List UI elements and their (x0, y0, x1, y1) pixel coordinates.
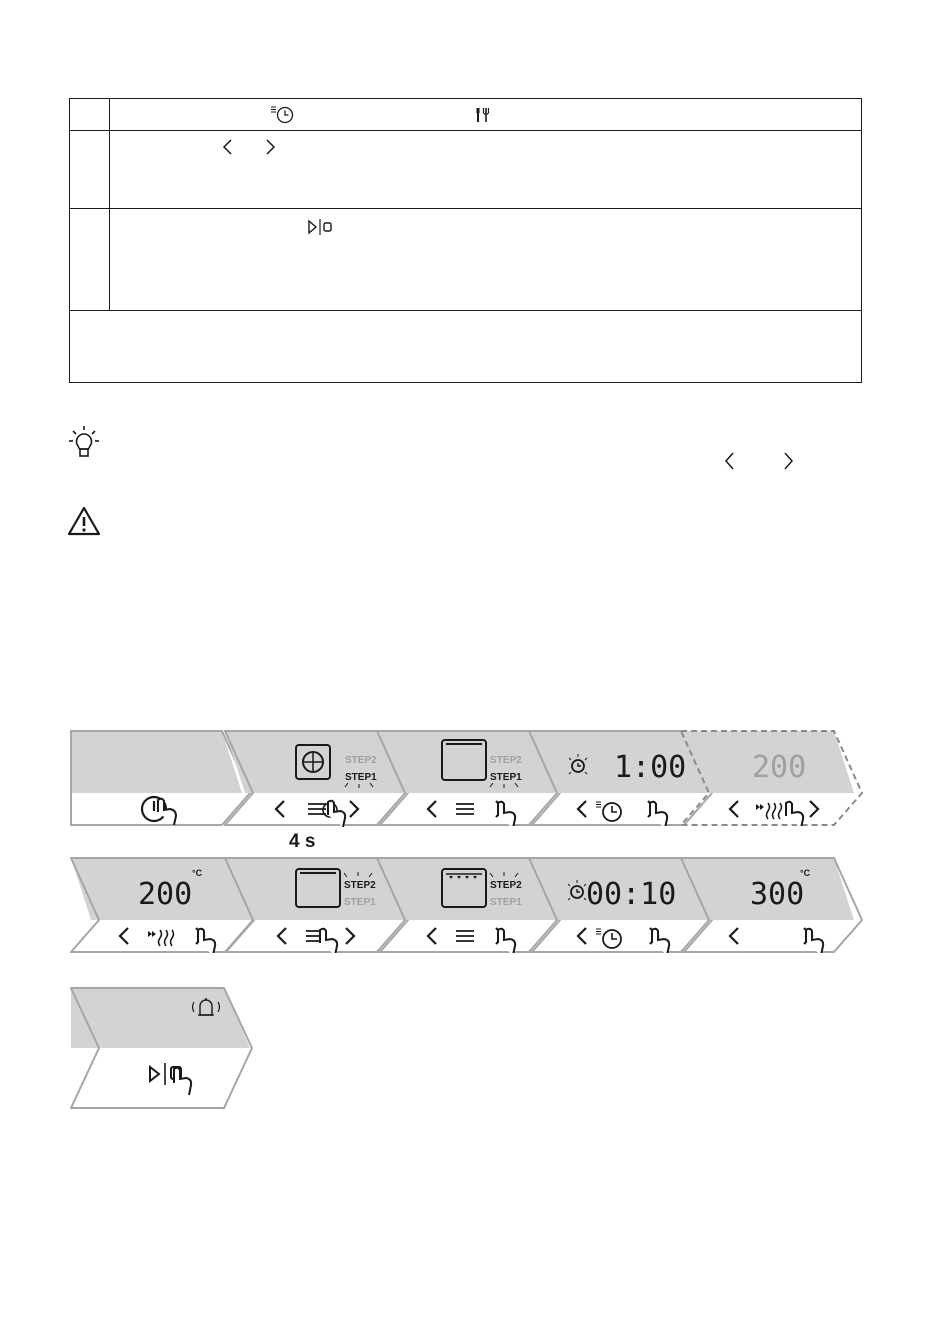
step2-label: STEP2 (490, 755, 522, 766)
chevron-left-icon (722, 450, 738, 472)
fast-heat-touch-icon (756, 802, 803, 826)
start-stop-icon (306, 218, 336, 236)
start-stop-touch-icon (150, 1063, 191, 1095)
chevron-right-touch-icon (648, 801, 667, 826)
chevron-right-touch-icon (804, 928, 823, 953)
temperature-display: 200 (138, 877, 193, 912)
menu-icon (456, 931, 474, 941)
chevron-right-icon (350, 801, 358, 817)
chevron-left-icon (428, 928, 436, 944)
temperature-display: 200 (752, 750, 807, 785)
chevron-left-icon (276, 801, 284, 817)
timer-menu-icon (596, 802, 621, 821)
chevron-right-touch-icon (196, 928, 215, 953)
step-number-cell (70, 208, 110, 310)
sequence-step-start (70, 987, 254, 1111)
temperature-display: 300 (750, 877, 805, 912)
time-display: 00:10 (586, 877, 677, 912)
step2-label: STEP2 (344, 880, 376, 891)
sequence-step-temperature-preview (680, 730, 864, 826)
step2-label: STEP2 (345, 755, 377, 766)
table-row (70, 310, 861, 382)
fast-heat-icon (148, 930, 174, 946)
chevron-left-icon (120, 928, 128, 944)
step2-label: STEP2 (490, 880, 522, 891)
hold-duration-label: 4 s (289, 831, 316, 850)
menu-touch-icon (306, 929, 337, 953)
power-touch-icon (142, 797, 176, 825)
chevron-right-touch-icon (650, 928, 669, 953)
chevron-right-icon (346, 928, 354, 944)
step1-label: STEP1 (490, 772, 522, 783)
step-number-cell (70, 130, 110, 208)
chevron-left-icon (428, 801, 436, 817)
chevron-right-icon (780, 450, 796, 472)
step1-label: STEP1 (345, 772, 377, 783)
table-row (70, 99, 861, 131)
chevron-left-icon (578, 801, 586, 817)
chevron-left-icon (278, 928, 286, 944)
menu-touch-icon (308, 801, 345, 827)
timer-menu-icon (596, 929, 621, 948)
instruction-table (69, 98, 862, 383)
chevron-right-icon (810, 801, 818, 817)
step-number-cell (70, 99, 110, 130)
cutlery-icon (474, 105, 494, 125)
chevron-left-icon (578, 928, 586, 944)
time-display: 1:00 (614, 750, 687, 785)
warning-triangle-icon (66, 505, 102, 537)
celsius-unit: °C (800, 868, 811, 878)
table-row (70, 208, 861, 311)
chevron-left-icon (221, 137, 235, 157)
celsius-unit: °C (192, 868, 203, 878)
chevron-right-touch-icon (496, 801, 515, 826)
table-row (70, 130, 861, 209)
sequence-step-set-temperature-2 (680, 857, 864, 953)
step1-label: STEP1 (490, 897, 522, 908)
lightbulb-icon (66, 424, 102, 460)
step1-label: STEP1 (344, 897, 376, 908)
chevron-left-icon (730, 928, 738, 944)
chevron-right-icon (263, 137, 277, 157)
chevron-right-touch-icon (496, 928, 515, 953)
menu-icon (456, 804, 474, 814)
chevron-left-icon (730, 801, 738, 817)
timer-menu-icon (270, 103, 300, 125)
